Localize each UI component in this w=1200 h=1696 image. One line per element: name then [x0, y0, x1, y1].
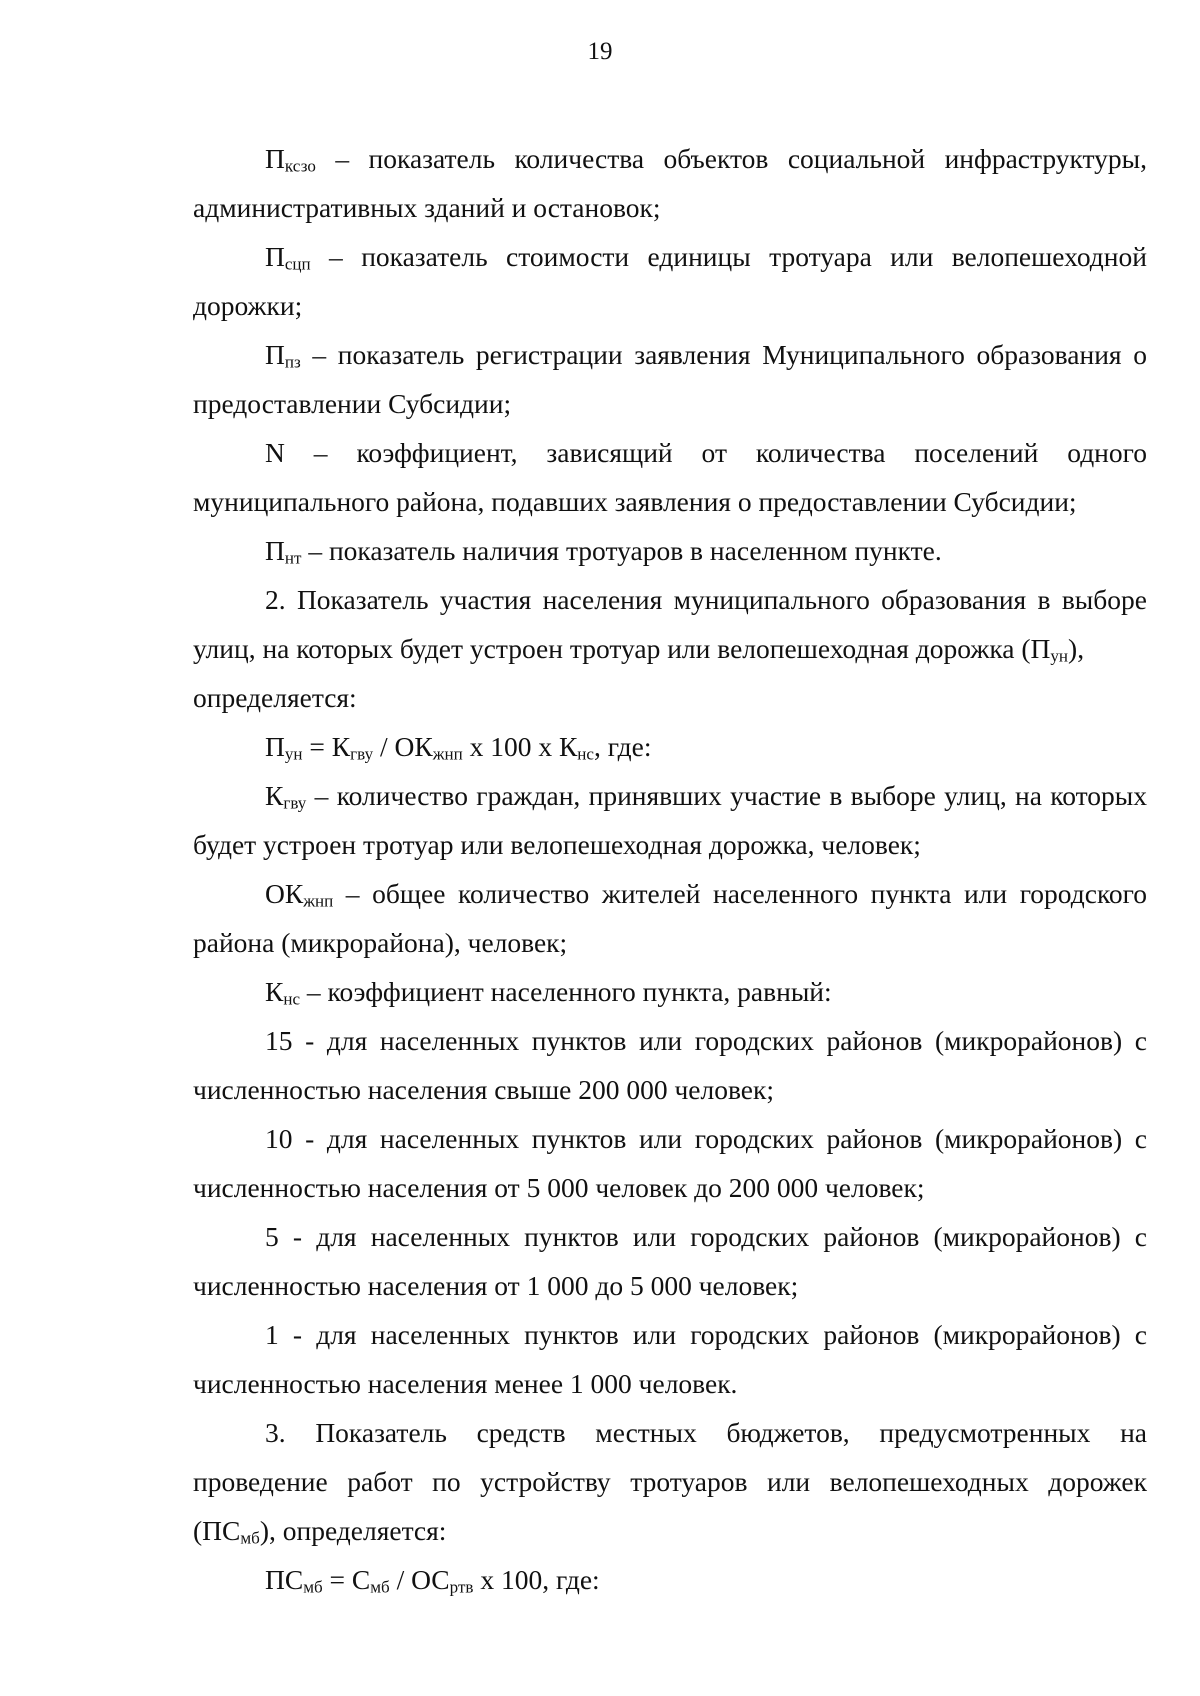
section-2-determined: определяется: [193, 682, 357, 713]
definition-ok-zhnp: $ОК_{жнп}$ – общее количество жителей населенного пункта или городского района (микрорайона), человек; [193, 878, 1147, 958]
coefficient-10: 10 - для населенных пунктов или городских районов (микрорайонов) с численностью населения от 5 000 человек до 200 000 человек; [193, 1123, 1147, 1203]
page-number: 19 [587, 38, 613, 65]
definition-p-pz: $П_{пз}$ – показатель регистрации заявления Муниципального образования о предоставлении Субсидии; [193, 339, 1147, 419]
definition-p-ksz0: $П_{ксзо}$ – показатель количества объектов социальной инфраструктуры, административных зданий и остановок; [193, 143, 1147, 223]
section-2-heading: 2. Показатель участия населения муниципального образования в выборе улиц, на которых будет устроен тротуар или велопешеходная дорожка $(П_{ун})$, [193, 584, 1147, 666]
definition-p-nt: $П_{нт}$ – показатель наличия тротуаров в населенном пункте. [265, 535, 942, 568]
formula-p-un: $П_{ун} = К_{гву} / ОК_{жнп}$ х 100 х $К_{нс}$, где: [265, 731, 652, 764]
coefficient-1: 1 - для населенных пунктов или городских районов (микрорайонов) с численностью населения менее 1 000 человек. [193, 1319, 1147, 1399]
section-3-heading: 3. Показатель средств местных бюджетов, предусмотренных на проведение работ по устройству тротуаров или велопешеходных дорожек $(ПС_{мб})$, определяется: [193, 1417, 1147, 1548]
definition-n: N – коэффициент, зависящий от количества поселений одного муниципального района, подавших заявления о предоставлении Субсидии; [193, 437, 1147, 517]
definition-p-scp: $П_{сцп}$ – показатель стоимости единицы тротуара или велопешеходной дорожки; [193, 241, 1147, 321]
definition-k-ns: $К_{нс}$ – коэффициент населенного пункта, равный: [265, 976, 832, 1009]
coefficient-5: 5 - для населенных пунктов или городских районов (микрорайонов) с численностью населения от 1 000 до 5 000 человек; [193, 1221, 1147, 1301]
document-body [193, 134, 1147, 1604]
formula-ps-mb: $ПС_{мб} = С_{мб} / ОС_{ртв}$ х 100, где: [265, 1564, 600, 1597]
definition-k-gvu: $К_{гву}$ – количество граждан, принявших участие в выборе улиц, на которых будет устроен тротуар или велопешеходная дорожка, человек; [193, 780, 1147, 860]
coefficient-15: 15 - для населенных пунктов или городских районов (микрорайонов) с численностью населения свыше 200 000 человек; [193, 1025, 1147, 1105]
